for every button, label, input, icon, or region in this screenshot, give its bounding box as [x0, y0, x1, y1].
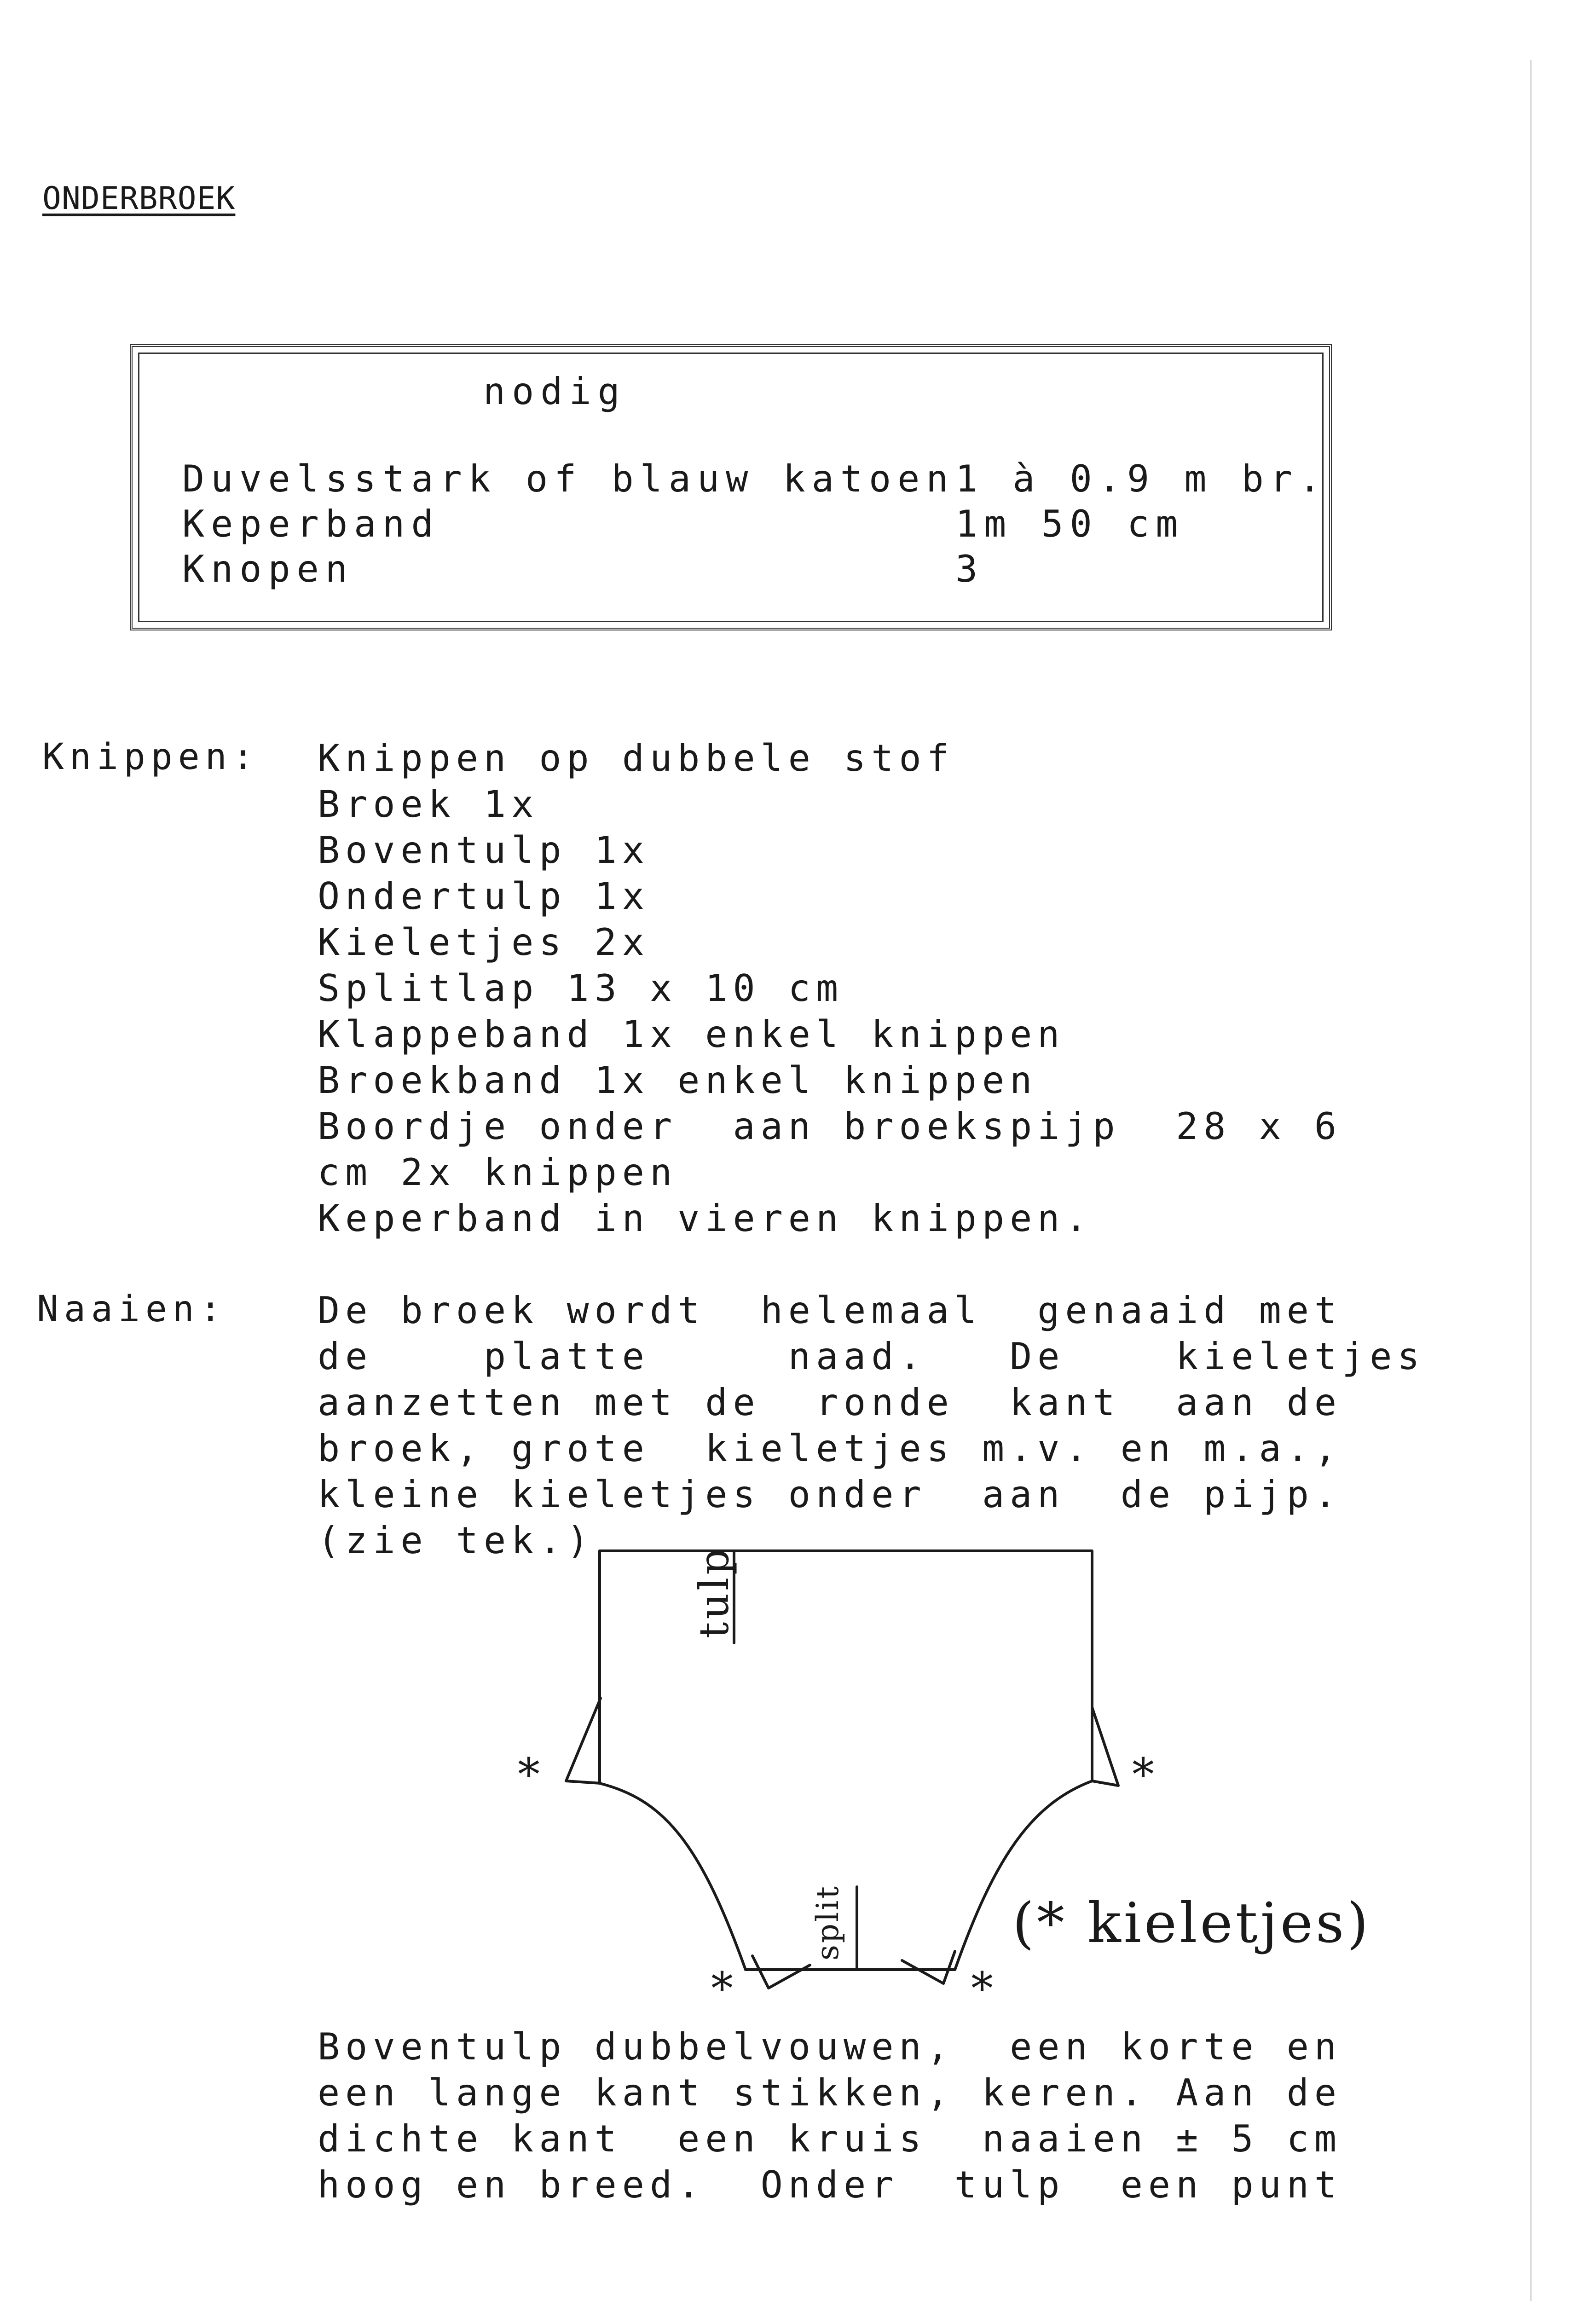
materials-heading: nodig — [483, 370, 626, 413]
knippen-line: Kieletjes 2x — [318, 921, 650, 964]
knippen-line: Klappeband 1x enkel knippen — [318, 1013, 1065, 1056]
material-name: Duvelsstark of blauw katoen — [182, 457, 955, 500]
kieletje-marker-star: * — [711, 1963, 733, 2014]
pattern-curve-left — [600, 1783, 746, 1970]
knippen-line: Splitlap 13 x 10 cm — [318, 967, 844, 1010]
closing-line: dichte kant een kruis naaien ± 5 cm — [318, 2117, 1342, 2160]
closing-paragraph — [318, 2024, 1342, 2208]
material-name: Knopen — [182, 548, 354, 590]
kieletje-top-right — [1092, 1707, 1118, 1786]
materials-box — [130, 344, 1332, 630]
kieletje-marker-star: * — [971, 1963, 993, 2014]
kieletje-marker-star: * — [518, 1749, 540, 1800]
page-title: ONDERBROEK — [42, 180, 236, 217]
knippen-line: Knippen op dubbele stof — [318, 737, 954, 780]
material-qty: 3 — [955, 548, 984, 590]
naaien-line: aanzetten met de ronde kant aan de — [318, 1381, 1342, 1424]
kieletje-bottom-left — [752, 1956, 810, 1988]
kieletje-top-left — [566, 1698, 601, 1783]
drawing-legend: (* kieletjes) — [1012, 1891, 1371, 1955]
kieletje-marker-star: * — [1132, 1749, 1154, 1800]
naaien-line: kleine kieletjes onder aan de pijp. — [318, 1473, 1342, 1516]
kieletje-bottom-right — [902, 1951, 955, 1983]
closing-line: hoog en breed. Onder tulp een punt — [318, 2163, 1342, 2206]
knippen-line: Broek 1x — [318, 783, 539, 826]
knippen-line: Broekband 1x enkel knippen — [318, 1059, 1038, 1102]
tulp-label: tulp — [690, 1546, 738, 1638]
knippen-line: Boordje onder aan broekspijp 28 x 6 — [318, 1105, 1342, 1148]
knippen-line: Ondertulp 1x — [318, 875, 650, 918]
naaien-line: (zie tek.) — [318, 1519, 595, 1562]
knippen-line: Keperband in vieren knippen. — [318, 1197, 1093, 1240]
material-name: Keperband — [182, 503, 440, 545]
naaien-line: broek, grote kieletjes m.v. en m.a., — [318, 1427, 1342, 1470]
pattern-outline-top-right — [600, 1551, 1092, 1781]
split-label: split — [810, 1885, 845, 1960]
naaien-line: de platte naad. De kieletjes — [318, 1335, 1425, 1378]
knippen-list — [318, 735, 1342, 1242]
page-edge-line — [1530, 60, 1532, 2301]
material-qty: 1 à 0.9 m br. — [955, 457, 1328, 500]
material-qty: 1m 50 cm — [955, 503, 1185, 545]
knippen-line: Boventulp 1x — [318, 829, 650, 872]
closing-line: een lange kant stikken, keren. Aan de — [318, 2071, 1342, 2114]
closing-line: Boventulp dubbelvouwen, een korte en — [318, 2025, 1342, 2068]
naaien-line: De broek wordt helemaal genaaid met — [318, 1289, 1342, 1332]
naaien-label: Naaien: — [37, 1289, 227, 1330]
knippen-line: cm 2x knippen — [318, 1151, 678, 1194]
knippen-label: Knippen: — [42, 736, 260, 778]
